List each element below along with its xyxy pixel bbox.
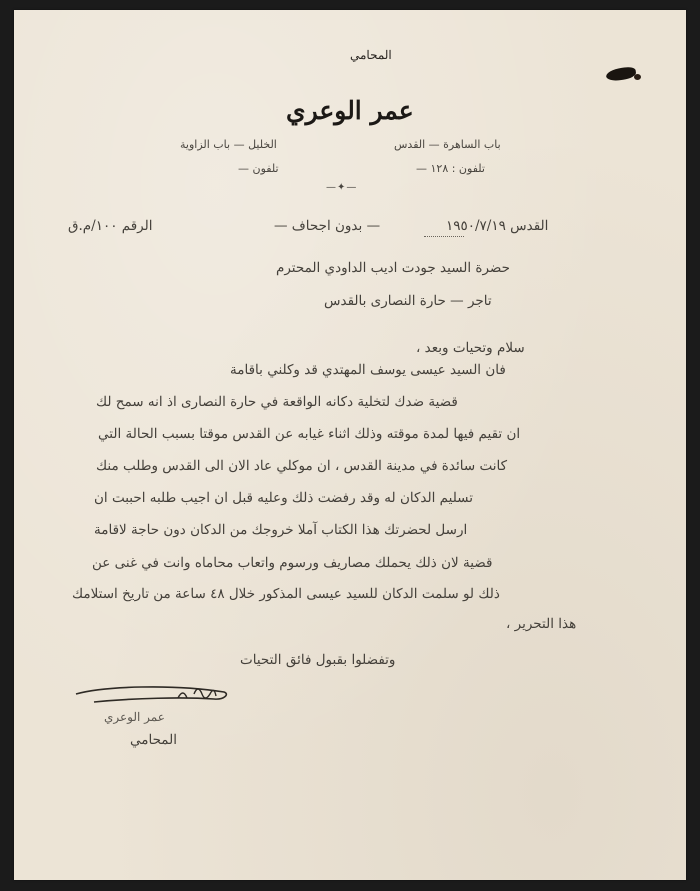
body-line: ارسل لحضرتك هذا الكتاب آملا خروجك من الدكان دون حاجة لاقامة <box>94 522 468 538</box>
body-line: قضية لان ذلك يحملك مصاريف ورسوم واتعاب محاماه وانت في غنى عن <box>92 555 493 571</box>
office-address-hebron: الخليل — باب الزاوية <box>180 138 277 151</box>
no-stamp-duty: — بدون اجحاف — <box>274 218 381 234</box>
office-phone-hebron: تلفون — <box>238 162 279 175</box>
letterhead-profession: المحامي <box>350 48 392 62</box>
date-dotted-line <box>424 236 464 237</box>
reference-number: الرقم ١٠٠/م.ق <box>68 218 153 234</box>
office-address-jerusalem: باب الساهرة — القدس <box>394 138 501 151</box>
ink-stain-dot <box>634 74 641 80</box>
addressee-line-2: تاجر — حارة النصارى بالقدس <box>324 293 492 309</box>
body-line: قضية ضدك لتخلية دكانه الواقعة في حارة النصارى اذ انه سمح لك <box>96 394 458 410</box>
letter-paper <box>14 10 686 880</box>
body-line: ان تقيم فيها لمدة موقته وذلك اثناء غيابه عن القدس موقتا بسبب الحالة التي <box>98 426 521 442</box>
body-line: ذلك لو سلمت الدكان للسيد عيسى المذكور خلال ٤٨ ساعة من تاريخ استلامك <box>72 586 500 602</box>
greeting: سلام وتحيات وبعد ، <box>416 340 525 356</box>
body-line: فان السيد عيسى يوسف المهتدي قد وكلني باقامة <box>230 362 506 378</box>
office-phone-jerusalem: تلفون : ١٢٨ — <box>416 162 485 175</box>
body-line: كانت سائدة في مدينة القدس ، ان موكلي عاد الان الى القدس وطلب منك <box>96 458 507 474</box>
date-text: القدس ١٩٥٠/٧/١٩ <box>446 218 549 234</box>
body-line: هذا التحرير ، <box>506 616 577 632</box>
signature-name: عمر الوعري <box>104 710 165 724</box>
ink-stain <box>605 66 636 82</box>
closing: وتفضلوا بقبول فائق التحيات <box>240 652 396 668</box>
addressee-line-1: حضرة السيد جودت اديب الداودي المحترم <box>276 260 510 276</box>
body-line: تسليم الدكان له وقد رفضت ذلك وعليه قبل ان اجيب طلبه احببت ان <box>94 490 473 506</box>
letterhead-name: عمر الوعري <box>286 96 414 125</box>
place-and-date <box>446 218 548 234</box>
signature-title: المحامي <box>130 732 177 748</box>
header-ornament: —✦— <box>326 182 358 193</box>
